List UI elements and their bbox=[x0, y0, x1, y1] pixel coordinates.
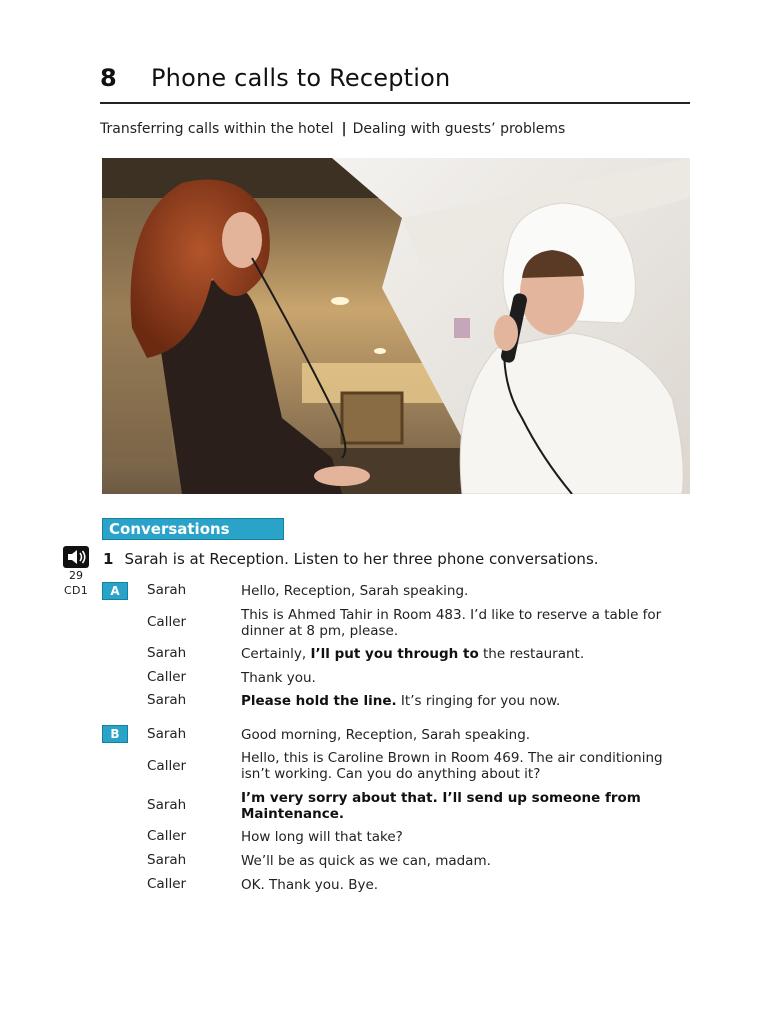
speaker-name: Caller bbox=[147, 614, 187, 630]
utterance-text bbox=[241, 829, 691, 845]
audio-reference[interactable] bbox=[63, 546, 89, 597]
utterance-text bbox=[241, 583, 691, 599]
utterance-text bbox=[241, 877, 691, 893]
speaker-name: Caller bbox=[147, 669, 187, 685]
speaker-name: Sarah bbox=[147, 797, 187, 813]
utterance-text bbox=[241, 693, 691, 709]
key-phrase: I’ll put you through to bbox=[310, 646, 479, 662]
subtitle-topic-2: Dealing with guests’ problems bbox=[352, 121, 566, 137]
speaker-name: Sarah bbox=[147, 692, 187, 708]
utterance-run: How long will that take? bbox=[241, 829, 403, 845]
key-phrase: I’m very sorry about that. I’ll send up someone from Maintenance. bbox=[241, 790, 641, 822]
conversation-label-b: B bbox=[102, 725, 128, 743]
cd-label: CD1 bbox=[63, 584, 89, 597]
task-text: Sarah is at Reception. Listen to her three phone conversations. bbox=[124, 550, 599, 568]
utterance-run: It’s ringing for you now. bbox=[396, 693, 561, 709]
photo-illustration bbox=[102, 158, 690, 494]
utterance-run: This is Ahmed Tahir in Room 483. I’d like to reserve a table for dinner at 8 pm, please. bbox=[241, 607, 662, 639]
conversation-label-a: A bbox=[102, 582, 128, 600]
utterance-run: Certainly, bbox=[241, 646, 311, 662]
unit-number: 8 bbox=[100, 64, 117, 92]
speaker-name: Sarah bbox=[147, 726, 187, 742]
utterance-text bbox=[241, 727, 691, 743]
utterance-run: the restaurant. bbox=[478, 646, 585, 662]
speaker-name: Sarah bbox=[147, 852, 187, 868]
speaker-name: Caller bbox=[147, 876, 187, 892]
speaker-icon[interactable] bbox=[63, 546, 89, 568]
utterance-run: Good morning, Reception, Sarah speaking. bbox=[241, 727, 531, 743]
speaker-name: Sarah bbox=[147, 645, 187, 661]
task-number: 1 bbox=[103, 550, 114, 568]
track-number: 29 bbox=[69, 569, 83, 582]
subtitle-topic-1: Transferring calls within the hotel bbox=[100, 121, 334, 137]
section-header bbox=[102, 518, 284, 540]
utterance-text bbox=[241, 670, 691, 686]
unit-title: Phone calls to Reception bbox=[151, 64, 451, 92]
utterance-text bbox=[241, 790, 691, 822]
unit-header bbox=[100, 62, 690, 104]
utterance-run: OK. Thank you. Bye. bbox=[241, 877, 379, 893]
speaker-name: Caller bbox=[147, 758, 187, 774]
utterance-text bbox=[241, 750, 691, 782]
task-instruction bbox=[103, 550, 599, 568]
utterance-text bbox=[241, 646, 691, 662]
utterance-run: Thank you. bbox=[241, 670, 316, 686]
speaker-name: Caller bbox=[147, 828, 187, 844]
utterance-text bbox=[241, 607, 691, 639]
unit-photo bbox=[102, 158, 690, 494]
key-phrase: Please hold the line. bbox=[241, 693, 397, 709]
speaker-name: Sarah bbox=[147, 582, 187, 598]
utterance-run: We’ll be as quick as we can, madam. bbox=[241, 853, 491, 869]
section-title: Conversations bbox=[109, 520, 230, 538]
subtitle-separator: | bbox=[341, 121, 347, 137]
utterance-run: Hello, this is Caroline Brown in Room 469. The air conditioning isn’t working. Can you do anything about it? bbox=[241, 750, 663, 782]
utterance-text bbox=[241, 853, 691, 869]
unit-subtitle bbox=[100, 121, 565, 137]
utterance-run: Hello, Reception, Sarah speaking. bbox=[241, 583, 469, 599]
